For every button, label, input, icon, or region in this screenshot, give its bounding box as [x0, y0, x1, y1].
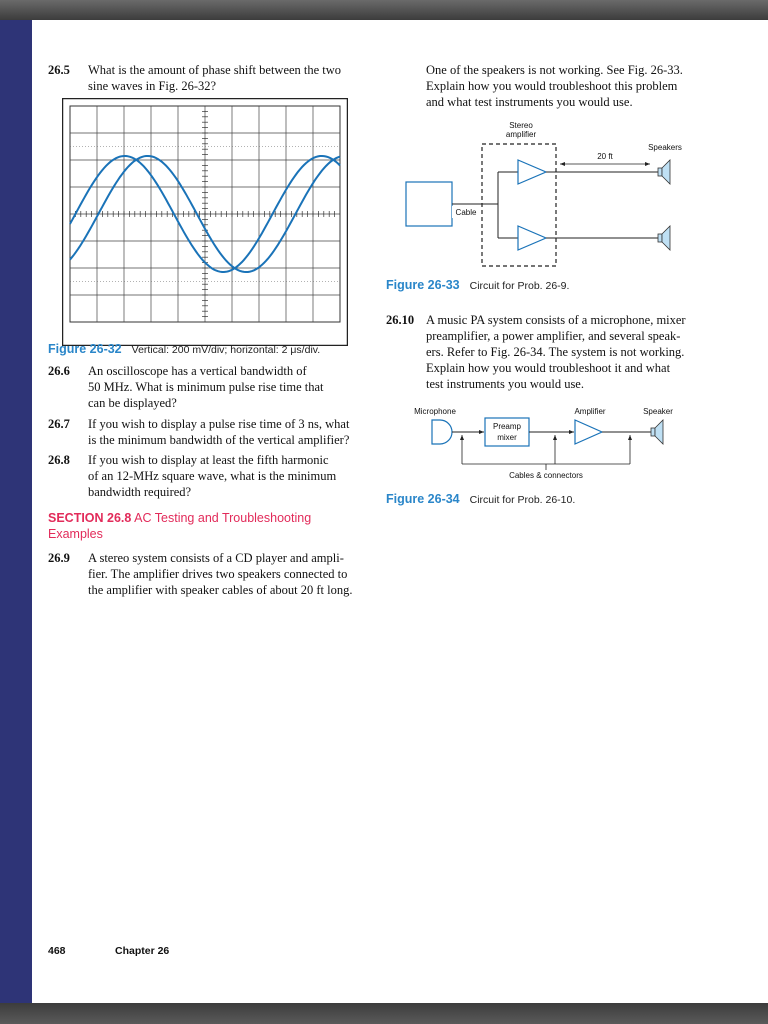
amplifier-triangle-bottom — [518, 226, 546, 250]
amplifier-triangle-top — [518, 160, 546, 184]
problem-26-5 — [48, 62, 378, 96]
problem-text-line: Explain how you would troubleshoot it and what — [426, 361, 671, 375]
cables-connectors-label: Cables & connectors — [509, 471, 583, 480]
figure-label: Figure 26-32 — [48, 342, 122, 356]
problem-26-8 — [48, 452, 378, 502]
problem-number: 26.6 — [48, 364, 70, 378]
page-number: 468 — [48, 945, 66, 957]
figure-26-34-diagram — [400, 400, 700, 482]
speaker-icon — [658, 160, 670, 184]
problem-text-line: is the minimum bandwidth of the vertical amplifier? — [88, 433, 350, 447]
problem-number: 26.9 — [48, 551, 70, 565]
speakers-label: Speakers — [648, 143, 682, 152]
problem-number: 26.5 — [48, 63, 70, 77]
problem-number: 26.8 — [48, 453, 70, 467]
problem-number: 26.10 — [386, 313, 415, 327]
problem-text-line: An oscilloscope has a vertical bandwidth of — [88, 364, 307, 378]
figure-caption: Circuit for Prob. 26-10. — [469, 494, 576, 506]
problem-text-line: bandwidth required? — [88, 485, 192, 499]
problem-text-line: test instruments you would use. — [426, 377, 584, 391]
problem-text-line: If you wish to display at least the fifth harmonic — [88, 453, 329, 467]
problem-text-line: of an 12-MHz square wave, what is the minimum — [88, 469, 337, 483]
figure-26-34-caption — [386, 490, 575, 508]
stereo-label-line1: Stereo — [509, 121, 533, 130]
section-number: SECTION 26.8 — [48, 511, 132, 525]
amplifier-label: Amplifier — [574, 407, 606, 416]
problem-text-line: can be displayed? — [88, 396, 177, 410]
problem-text-line: What is the amount of phase shift between the two — [88, 63, 342, 77]
problem-text-line: 50 MHz. What is minimum pulse rise time that — [88, 380, 324, 394]
figure-26-32-caption — [48, 340, 320, 358]
figure-caption: Vertical: 200 mV/div; horizontal: 2 μs/div. — [131, 344, 321, 356]
preamp-label-line2: mixer — [497, 433, 517, 442]
problem-26-9-continued — [426, 62, 736, 112]
problem-26-10 — [386, 312, 736, 394]
microphone-icon — [432, 420, 452, 444]
speaker-icon — [658, 226, 670, 250]
window-top-bar — [0, 0, 768, 20]
problem-text-line: preamplifier, a power amplifier, and several speak- — [426, 329, 681, 343]
amplifier-triangle — [575, 420, 602, 444]
window-bottom-bar — [0, 1003, 768, 1024]
problem-number: 26.7 — [48, 417, 70, 431]
section-title: AC Testing and Troubleshooting — [134, 511, 312, 525]
problem-26-9 — [48, 550, 378, 600]
problem-text-line: ers. Refer to Fig. 26-34. The system is not working. — [426, 345, 685, 359]
problem-text-line: the amplifier with speaker cables of about 20 ft long. — [88, 583, 353, 597]
book-spine-band — [0, 20, 32, 1003]
chapter-label: Chapter 26 — [115, 945, 170, 957]
problem-text-line: One of the speakers is not working. See Fig. 26-33. — [426, 63, 683, 77]
figure-label: Figure 26-34 — [386, 492, 460, 506]
problem-26-7 — [48, 416, 378, 450]
problem-text-line: A music PA system consists of a microphone, mixer — [426, 313, 686, 327]
textbook-page — [0, 20, 768, 1003]
figure-26-33-diagram — [400, 118, 700, 273]
stereo-label-line2: amplifier — [505, 130, 537, 139]
speaker-icon — [651, 420, 663, 444]
microphone-label: Microphone — [414, 407, 456, 416]
preamp-label-line1: Preamp — [492, 422, 522, 431]
figure-caption: Circuit for Prob. 26-9. — [469, 280, 570, 292]
distance-label: 20 ft — [597, 152, 613, 161]
problem-text-line: sine waves in Fig. 26-32? — [88, 79, 217, 93]
problem-26-6 — [48, 363, 378, 413]
cable-label: Cable — [455, 208, 477, 217]
problem-text-line: fier. The amplifier drives two speakers connected to — [88, 567, 348, 581]
problem-text-line: Explain how you would troubleshoot this problem — [426, 79, 678, 93]
problem-text-line: A stereo system consists of a CD player and ampli- — [88, 551, 344, 565]
figure-26-33-caption — [386, 276, 569, 294]
problem-text-line: If you wish to display a pulse rise time of 3 ns, what — [88, 417, 350, 431]
section-heading — [48, 510, 311, 542]
figure-label: Figure 26-33 — [386, 278, 460, 292]
speaker-label: Speaker — [643, 407, 673, 416]
section-title-cont: Examples — [48, 527, 103, 541]
oscilloscope-figure — [62, 98, 348, 346]
problem-text-line: and what test instruments you would use. — [426, 95, 633, 109]
cd-player-box — [406, 182, 452, 226]
